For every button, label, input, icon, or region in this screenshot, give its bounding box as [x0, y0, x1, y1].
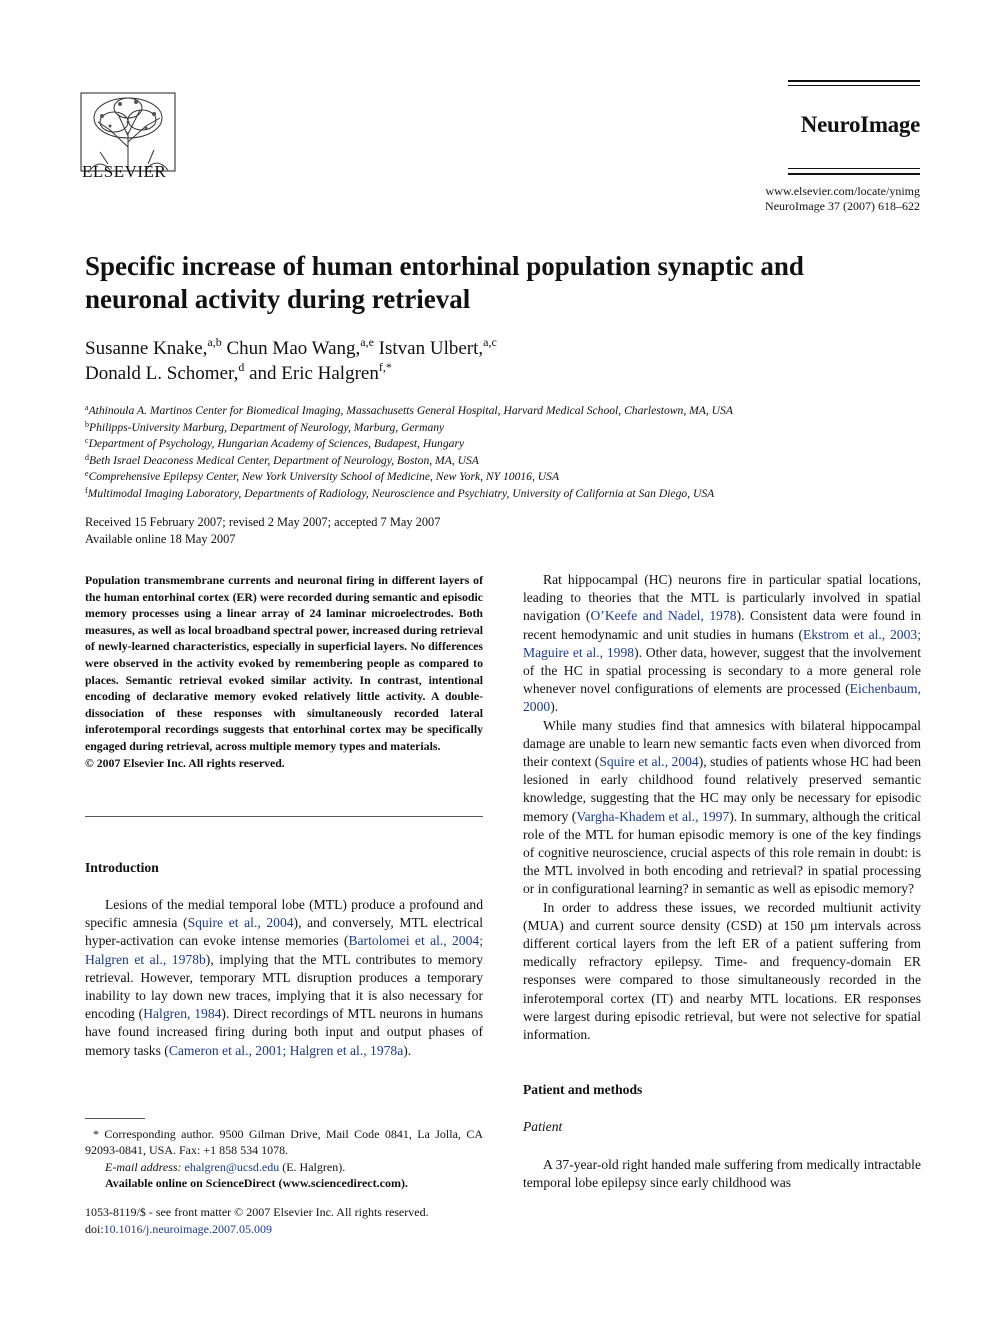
- affiliation: $^a$Athinoula A. Martinos Center for Biomedical Imaging, Massachusetts General Hospital, Harvard Medical School, Charlestown, MA, USA: [85, 403, 733, 417]
- available-online-date: Available online 18 May 2007: [85, 532, 236, 546]
- citation-link[interactable]: Cameron et al., 2001; Halgren et al., 1978a: [168, 1042, 404, 1058]
- right-column-text: [523, 571, 921, 1044]
- affiliation: $^d$Beth Israel Deaconess Medical Center, Department of Neurology, Boston, MA, USA: [85, 452, 479, 467]
- paragraph: While many studies find that amnesics with bilateral hippocampal damage are unable to learn new semantic facts even when divorced from their context (Squire et al., 2004), studies of patients whose HC had been lesioned in early childhood found relatively preserved semantic knowledge, suggesting that the HC may only be necessary for episodic memory (Vargha-Khadem et al., 1997). In summary, although the critical role of the MTL for human episodic memory is one of the key findings of cognitive neuroscience, crucial aspects of this role remain in doubt: is the MTL involved in both encoding and retrieval? in spatial processing or in configurational learning? in semantic as well as episodic memory?: [523, 717, 921, 897]
- author-list: [85, 336, 905, 386]
- affiliation: $^e$Comprehensive Epilepsy Center, New York University School of Medicine, New York, NY 10016, USA: [85, 469, 560, 484]
- affiliation-list: [85, 403, 925, 503]
- author: and Eric Halgren: [249, 363, 379, 384]
- citation-link[interactable]: O’Keefe and Nadel, 1978: [590, 608, 737, 624]
- doi-link[interactable]: 10.1016/j.neuroimage.2007.05.009: [103, 1221, 272, 1236]
- received-dates: Received 15 February 2007; revised 2 May 2007; accepted 7 May 2007: [85, 515, 441, 529]
- intro-paragraph: Lesions of the medial temporal lobe (MTL) produce a profound and specific amnesia (Squire et al., 2004), and conversely, MTL electrical hyper-activation can evoke intense memories (Bartolomei et al., 2004; Halgren et al., 1978b), implying that the MTL contributes to memory retrieval. However, temporary MTL disruption produces a temporary inability to lay down new traces, implying that it is also necessary for encoding (Halgren, 1984). Direct recordings of MTL neurons in humans have found increased firing during both input and output phases of memory tasks (Cameron et al., 2001; Halgren et al., 1978a).: [85, 897, 484, 1058]
- publisher-name: ELSEVIER: [82, 162, 167, 181]
- author-affiliation-marker: a,e: [360, 335, 374, 349]
- citation-link[interactable]: Eichenbaum, 2000: [523, 681, 921, 715]
- journal-citation: NeuroImage 37 (2007) 618–622: [765, 199, 920, 213]
- citation-link[interactable]: Vargha-Khadem et al., 1997: [576, 808, 730, 824]
- abstract-copyright: © 2007 Elsevier Inc. All rights reserved.: [85, 755, 285, 770]
- journal-url[interactable]: www.elsevier.com/locate/ynimg: [765, 184, 920, 198]
- email-note: E-mail address: ehalgren@ucsd.edu (E. Halgren).: [105, 1159, 346, 1174]
- citation-link[interactable]: Halgren, 1984: [143, 1006, 222, 1022]
- journal-title: NeuroImage: [800, 112, 920, 137]
- footnotes: [85, 1126, 483, 1192]
- abstract-divider: [85, 816, 483, 817]
- issn-doi: [85, 1204, 429, 1237]
- section-heading-methods: Patient and methods: [523, 1082, 643, 1097]
- author-affiliation-marker: a,b: [207, 335, 222, 349]
- abstract-text: Population transmembrane currents and neuronal firing in different layers of the human entorhinal cortex (ER) were recorded during semantic and episodic memory processes using a linear array of 24 laminar microelectrodes. Both measures, as well as local broadband spectral power, increased during retrieval of newly-learned characteristics, especially in superficial layers. No differences were observed in the activity evoked by remembering people as compared to places. Semantic retrieval evoked similar activity. In contrast, intentional encoding of declarative memory evoked relatively little activity. A double-dissociation of these responses with simultaneously recorded lateral inferotemporal recordings suggests that entorhinal cortex may be specifically engaged during retrieval, across multiple memory types and materials.: [85, 573, 483, 753]
- paragraph: In order to address these issues, we recorded multiunit activity (MUA) and current source density (CSD) at 150 µm intervals across different cortical layers from the left ER of a patient suffering from medically refractory epilepsy. Time- and frequency-domain ER responses were compared to those simultaneously recorded in the inferotemporal cortex (IT) and nearby MTL locations. ER responses were largest during episodic retrieval, but were not selective for spatial information.: [523, 899, 921, 1043]
- journal-rule: [788, 173, 920, 175]
- section-heading-introduction: Introduction: [85, 860, 159, 875]
- footnote-rule: [85, 1118, 145, 1119]
- author: Donald L. Schomer,: [85, 363, 239, 384]
- author-affiliation-marker: a,c: [483, 335, 497, 349]
- author: Istvan Ulbert,: [378, 338, 484, 359]
- journal-rule: [788, 85, 920, 86]
- affiliation: $^f$Multimodal Imaging Laboratory, Departments of Radiology, Neuroscience and Psychiatry, University of California at San Diego, USA: [85, 485, 715, 500]
- article-dates: [85, 514, 440, 548]
- sciencedirect-note: Available online on ScienceDirect (www.sciencedirect.com).: [105, 1176, 408, 1191]
- subsection-heading-patient: Patient: [523, 1119, 563, 1134]
- citation-link[interactable]: Ekstrom et al., 2003; Maguire et al., 1998: [523, 626, 921, 660]
- patient-paragraph: A 37-year-old right handed male suffering from medically intractable temporal lobe epilepsy since early childhood was: [523, 1157, 921, 1191]
- author-affiliation-marker: f,*: [378, 360, 392, 374]
- email-link[interactable]: ehalgren@ucsd.edu: [184, 1159, 280, 1174]
- article-title: Specific increase of human entorhinal population synaptic and neuronal activity during retrieval: [85, 251, 804, 314]
- publication-info: [765, 184, 920, 214]
- corresponding-author-note: * Corresponding author. 9500 Gilman Drive, Mail Code 0841, La Jolla, CA 92093-0841, USA. Fax: +1 858 534 1078.: [85, 1127, 483, 1158]
- affiliation: $^c$Department of Psychology, Hungarian Academy of Sciences, Budapest, Hungary: [85, 436, 465, 451]
- author: Chun Mao Wang,: [226, 338, 361, 359]
- citation-link[interactable]: Squire et al., 2004: [599, 754, 699, 770]
- citation-link[interactable]: Squire et al., 2004: [187, 915, 294, 931]
- author: Susanne Knake,: [85, 338, 208, 359]
- journal-rule: [788, 80, 920, 82]
- author-affiliation-marker: d: [238, 360, 245, 374]
- abstract: [85, 572, 483, 771]
- issn-line: 1053-8119/$ - see front matter © 2007 Elsevier Inc. All rights reserved.: [85, 1205, 429, 1219]
- citation-link[interactable]: Bartolomei et al., 2004; Halgren et al., 1978b: [85, 933, 483, 967]
- paragraph: Rat hippocampal (HC) neurons fire in particular spatial locations, leading to theories that the MTL is particularly involved in spatial navigation (O’Keefe and Nadel, 1978). Consistent data were found in recent hemodynamic and unit studies in humans (Ekstrom et al., 2003; Maguire et al., 1998). Other data, however, suggest that the involvement of the HC in spatial processing is secondary to a more general role whenever novel configurations of elements are processed (Eichenbaum, 2000).: [523, 572, 921, 715]
- affiliation: $^b$Philipps-University Marburg, Department of Neurology, Marburg, Germany: [85, 419, 445, 434]
- journal-rule: [788, 168, 920, 169]
- doi-line: doi:10.1016/j.neuroimage.2007.05.009: [85, 1221, 272, 1236]
